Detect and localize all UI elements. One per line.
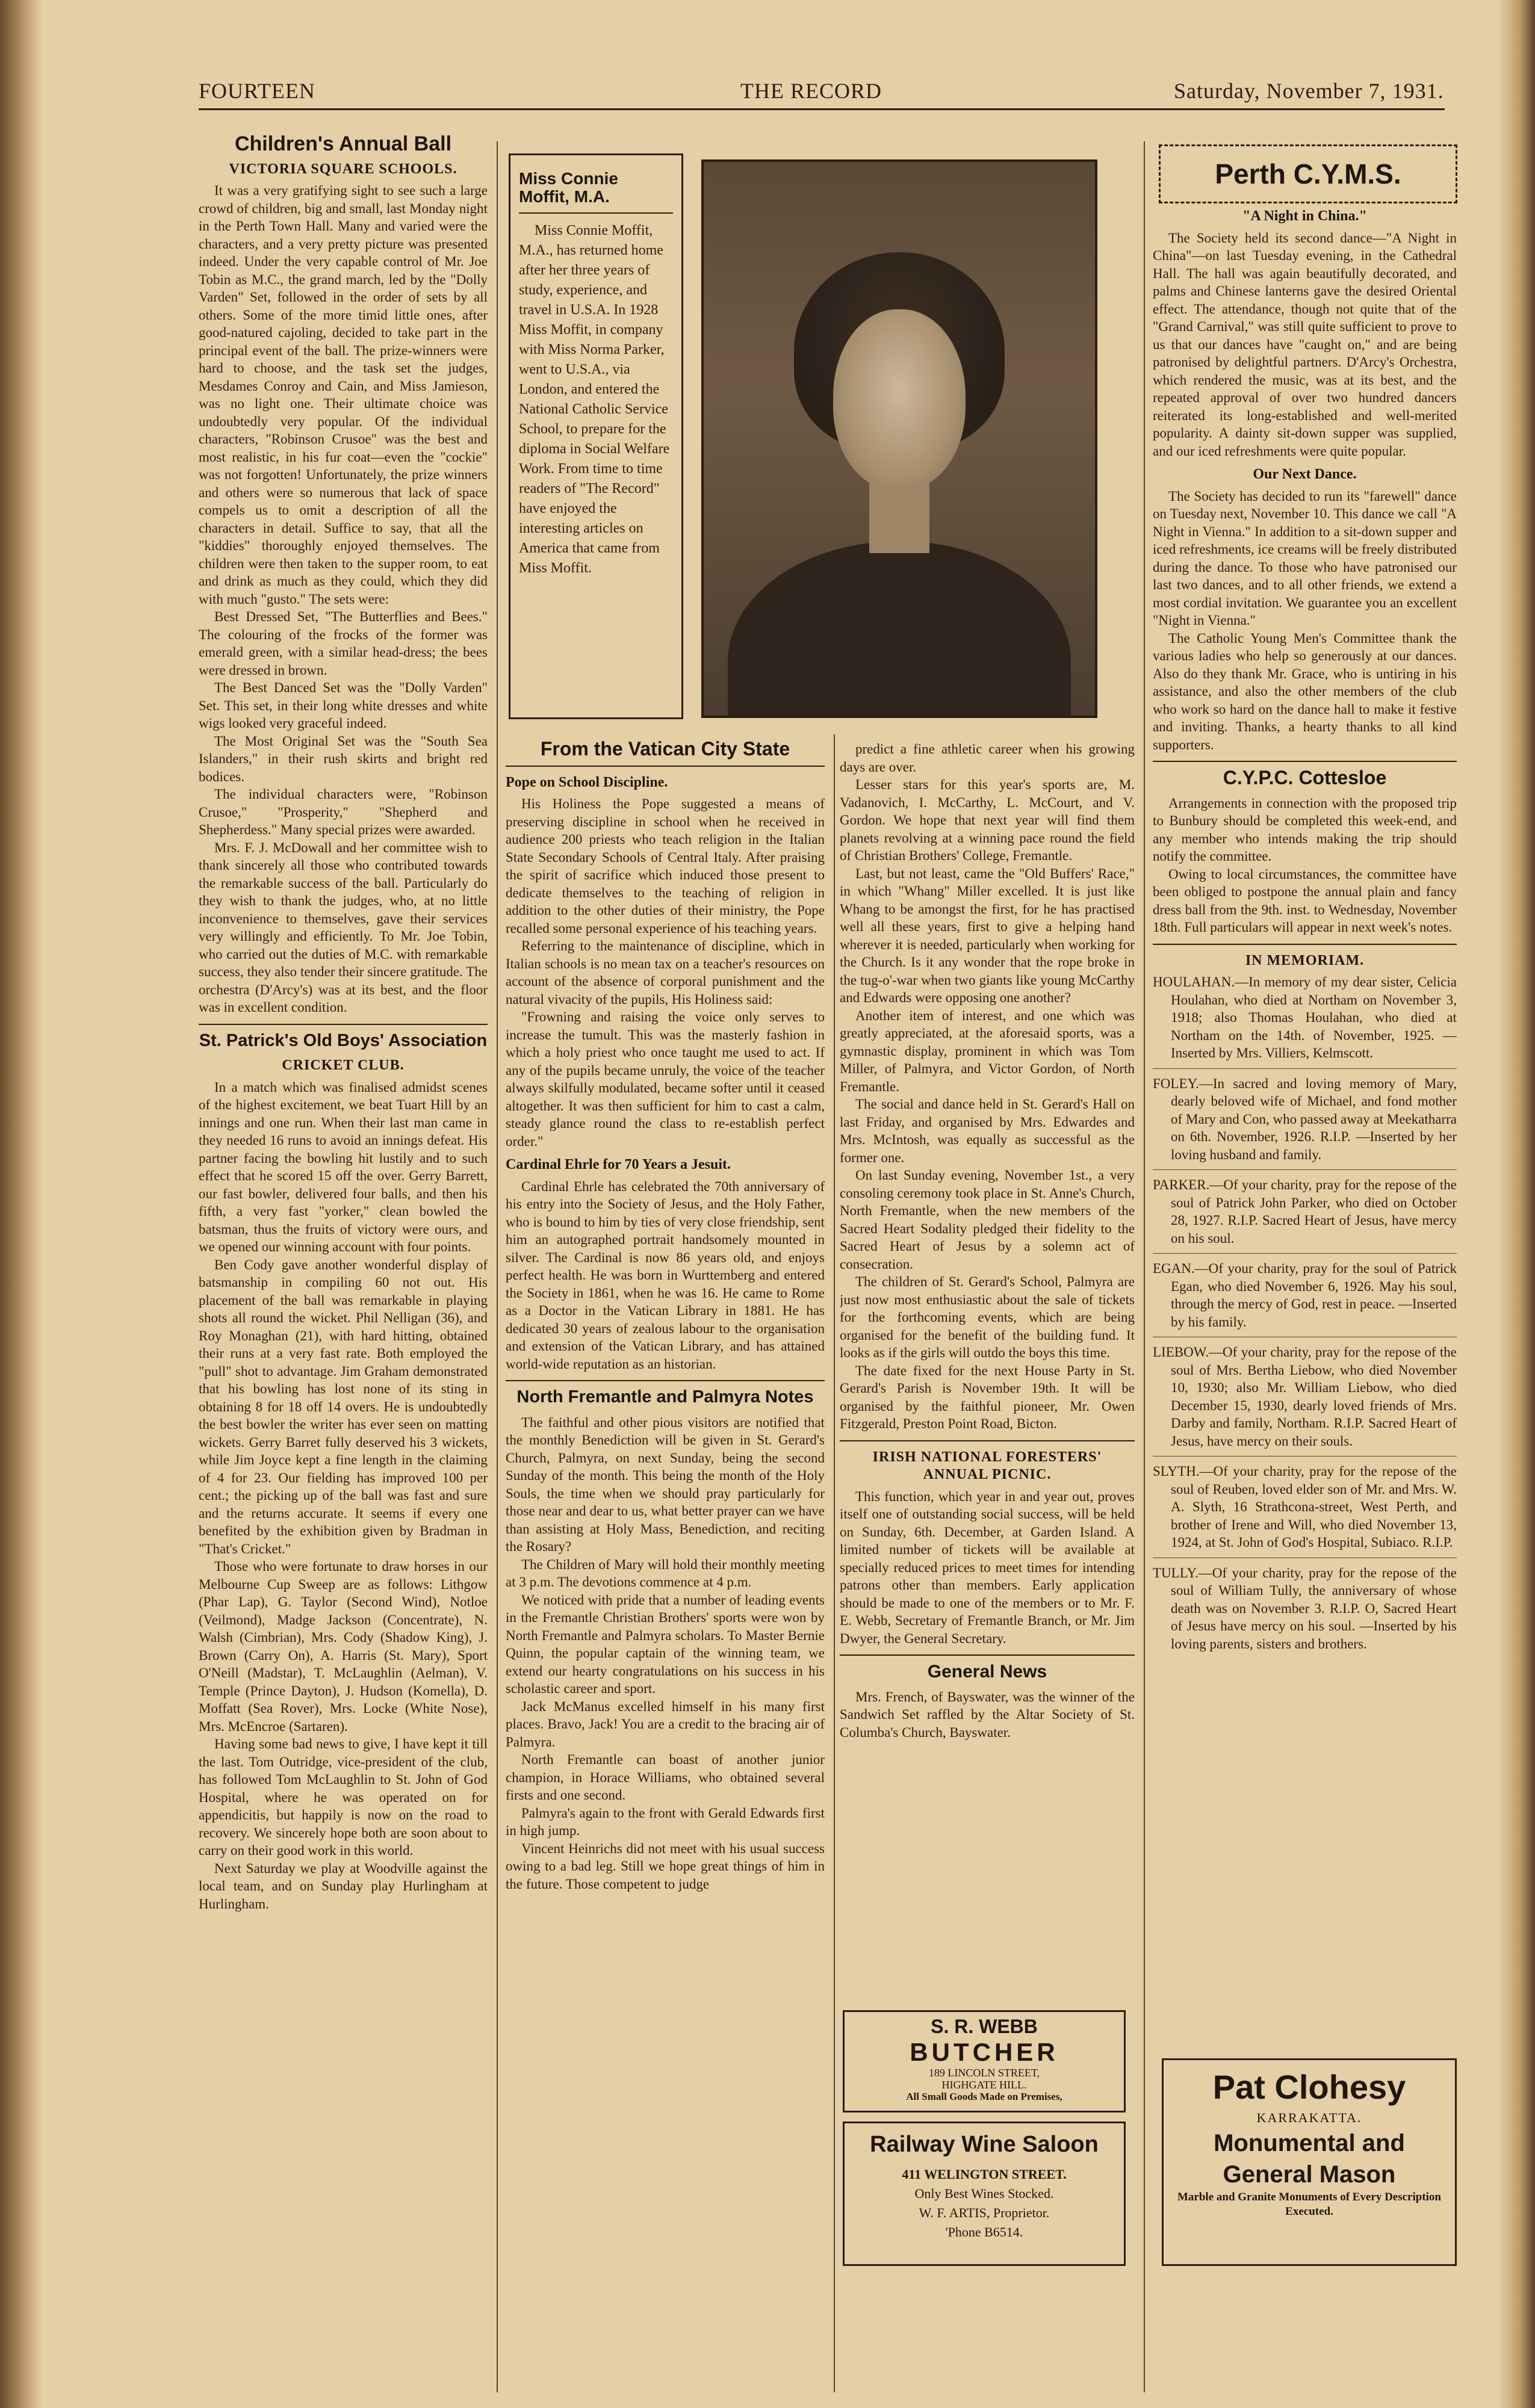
perth-subhead: "A Night in China.": [1242, 208, 1367, 224]
fremantle-paragraph: The Children of Mary will hold their monthly meeting at 3 p.m. The devotions commence at 4 p.m.: [506, 1556, 825, 1589]
sports-paragraph: The social and dance held in St. Gerard's Hall on last Friday, and organised by Mrs. Edwardes and Mrs. McIntosh, was equally as successful as the former one.: [840, 1097, 1135, 1165]
sports-paragraph: The children of St. Gerard's School, Palmyra are just now most enthusiastic about the sale of tickets for the forthcoming events, which are being organised for the benefit of the building fund. It looks as if the girls will outdo the boys this time.: [840, 1274, 1135, 1360]
sports-paragraph: Another item of interest, and one which was greatly appreciated, at the aforesaid sports, was a gymnastic display, prominent in which was Tom Miller, of Palmyra, and Victor Gordon, of North Fremantle.: [840, 1007, 1135, 1094]
old-boys-title: St. Patrick's Old Boys' Association: [199, 1030, 488, 1050]
children-ball-paragraph: The Most Original Set was the "South Sea Islanders," in their rush skirts and bright red bodices.: [199, 733, 488, 784]
fremantle-paragraph: Vincent Heinrichs did not meet with his usual success owing to a bad leg. Still we hope great things of him in the future. Those competent to judge: [506, 1840, 825, 1892]
paper-name: THE RECORD: [740, 79, 882, 103]
memoriam-separator: [1153, 1253, 1457, 1254]
children-ball-paragraph: The Best Danced Set was the "Dolly Varden" Set. This set, in their long white dresses and white wigs looked very graceful indeed.: [199, 680, 488, 731]
clohesy-line: Monumental and: [1214, 2130, 1405, 2156]
children-ball-paragraph: Mrs. F. J. McDowall and her committee wish to thank sincerely all those who contributed towards the remarkable success of the ball. Particularly do they wish to thank the judges, who, at no little inconvenience to themselves, gave their services very willingly and efficiently. To Mr. Joe Tobin, who carried out the duties of M.C. with remarkable success, they also tender their sincere gratitude. The orchestra (D'Arcy's) was at its best, and the floor was in excellent condition.: [199, 840, 488, 1015]
children-ball-paragraph: The individual characters were, "Robinson Crusoe," "Prosperity," "Shepherd and Shepherdess." Many special prizes were awarded.: [199, 787, 488, 837]
railway-line: W. F. ARTIS, Proprietor.: [919, 2205, 1050, 2220]
sports-paragraph: On last Sunday evening, November 1st., a very consoling ceremony took place in St. Anne's Church, North Fremantle, when the new members of the Sacred Heart Sodality pledged their fidelity to the Sacred Heart of Jesus by a solemn act of consecration.: [840, 1168, 1135, 1272]
clohesy-line: Marble and Granite Monuments of Every Description Executed.: [1177, 2191, 1441, 2218]
vatican-paragraph: Referring to the maintenance of discipline, which in Italian schools is no mean tax on a teacher's resources on account of the absence of corporal punishment and the natural vivacity of the pupils, His Holiness said:: [506, 938, 825, 1007]
cypc-paragraph: Owing to local circumstances, the committee have been obliged to postpone the annual plain and fancy dress ball from the 9th. inst. to Wednesday, November 18th. Full particulars will appear in next week's notes.: [1153, 866, 1457, 935]
column-4: [1153, 208, 1457, 2049]
memoriam-title: IN MEMORIAM.: [1245, 952, 1365, 968]
railway-line: 411 WELINGTON STREET.: [902, 2167, 1067, 2182]
children-ball-subtitle: VICTORIA SQUARE SCHOOLS.: [229, 161, 457, 177]
page-number: FOURTEEN: [199, 79, 315, 103]
sports-paragraph: The date fixed for the next House Party in St. Gerard's Parish is November 19th. It will be organised by the faithful pioneer, Mr. Owen Fitzgerald, Preston Point Road, Bicton.: [840, 1363, 1135, 1431]
old-boys-paragraph: Having some bad news to give, I have kept it till the last. Tom Outridge, vice-president of the club, has followed Tom McLaughlin to St. John of God Hospital, where he was operated on for appendicitis, but happily is now on the road to recovery. We sincerely hope both are soon about to carry on their good work in this world.: [199, 1736, 488, 1858]
clohesy-line: General Mason: [1223, 2161, 1396, 2188]
general-news-text: Mrs. French, of Bayswater, was the winner of the Sandwich Set raffled by the Altar Society of St. Columba's Church, Bayswater.: [840, 1689, 1135, 1740]
vatican-paragraph: His Holiness the Pope suggested a means of preserving discipline in school when he received in audience 200 priests who teach religion in the Italian State Secondary Schools of Central Italy. After praising the spirit of sacrifice which induced those present to dedicate themselves to the teaching of religion in addition to the other duties of their ministry, the Pope recalled some personal experience of his teaching years.: [506, 796, 825, 936]
column-rule: [1144, 141, 1145, 2392]
vatican-paragraph: Cardinal Ehrle has celebrated the 70th anniversary of his entry into the Society of Jesus, and the Holy Father, who is bound to him by ties of very close friendship, sent him an autographed portrait handsomely mounted in silver. The Cardinal is now 86 years old, and enjoys perfect health. He was born in Wurttemberg and entered the Society in 1861, when he was 16. He came to Rome as a Doctor in the Vatican Library in 1881. He has dedicated 30 years of zealous labour to the organisation and extension of the Vatican Library, and has attained world-wide reputation as an historian.: [506, 1178, 825, 1372]
vatican-subhead: Cardinal Ehrle for 70 Years a Jesuit.: [506, 1157, 731, 1172]
webb-line: HIGHGATE HILL.: [941, 2079, 1027, 2091]
memoriam-entry: HOULAHAN.—In memory of my dear sister, Celicia Houlahan, who died at Northam on November 3, 1918; also Thomas Houlahan, who died at Northam on the 14th. of November, 1925. —Inserted by Mrs. Villiers, Kelmscott.: [1153, 974, 1457, 1060]
column-3: [840, 740, 1135, 2001]
perth-paragraph: The Society held its second dance—"A Night in China"—on last Tuesday evening, in the Cathedral Hall. The hall was again beautifully decorated, and palms and Chinese lanterns gave the desired Oriental effect. The attendance, though not quite that of the "Grand Carnival," was still quite sufficient to prove to us that our dances have "caught on," and are being patronised by delightful partners. D'Arcy's Orchestra, which rendered the music, was at its best, and the repeated approval of over two hundred dancers reiterated its long-established and well-merited popularity. A dainty sit-down supper was supplied, and our iced refreshments were quite popular.: [1153, 230, 1457, 459]
column-1: [199, 135, 488, 2392]
clohesy-mason-ad: [1162, 2058, 1457, 2266]
page-right-edge: [1499, 0, 1535, 2408]
old-boys-paragraph: Those who were fortunate to draw horses in our Melbourne Cup Sweep are as follows: Lithgow (Phar Lap), G. Taylor (Second Wind), Notloe (Veilmond), Madge Jackson (Concentrate), N. Walsh (Cimbrian), Mrs. Cody (Shadow King), J. Brown (Carry On), A. Harris (St. Mary), Sport O'Neill (Madstar), T. McLaughlin (Aelman), V. Temple (Prince Dayton), J. Hudson (Komella), D. Moffatt (Sea Rover), Mrs. Locke (White Nose), Mrs. McEncroe (Sartaren).: [199, 1559, 488, 1734]
memoriam-entry: SLYTH.—Of your charity, pray for the repose of the soul of Reuben, loved elder son of Mr. and Mrs. W. A. Slyth, 16 Strathcona-street, West Perth, and brother of Irene and Will, who died November 13, 1924, at St. John of God's Hospital, Subiaco. R.I.P.: [1153, 1464, 1457, 1550]
memoriam-separator: [1153, 1068, 1457, 1069]
article-divider: [1153, 761, 1457, 762]
irish-text: This function, which year in and year out, proves itself one of outstanding social success, will be held on Sunday, 6th. December, at Garden Island. A limited number of tickets will be available at specially reduced prices to meet times for intending patrons other than members. Early application should be made to one of the members or to Mr. F. E. Webb, Secretary of Fremantle Branch, or Mr. Jim Dwyer, the General Secretary.: [840, 1488, 1135, 1646]
memoriam-entry: FOLEY.—In sacred and loving memory of Mary, dearly beloved wife of Michael, and fond mother of Mary and Con, who passed away at Meekatharra on 6th. November, 1926. R.I.P. —Inserted by her loving husband and family.: [1153, 1076, 1457, 1162]
children-ball-paragraph: It was a very gratifying sight to see such a large crowd of children, big and small, last Monday night in the Perth Town Hall. Many and varied were the characters, and a very pretty picture was presented indeed. Under the very capable control of Mr. Joe Tobin as M.C., the grand march, led by the "Dolly Varden" Set, followed in the order of sets by all others. Some of the more timid little ones, after good-natured cajoling, decided to take part in the principal event of the ball. The prize-winners were hard to choose, and the task set the judges, Mesdames Conroy and Cain, and Miss Jamieson, was no light one. Their ultimate choice was undoubtedly very popular. Of the individual characters, "Robinson Crusoe" was the best and most realistic, in his fur coat—even the "cockie" was not forgotten! Unfortunately, the prize winners and others were so numerous that lack of space compels us to omit a description of all the characters in detail. Suffice to say, that all the "kiddies" thoroughly enjoyed themselves. The children were then taken to the supper room, to eat and drink as much as they could, which they did with much "gusto." The sets were:: [199, 183, 488, 607]
article-divider: [840, 1654, 1135, 1656]
memoriam-entry: LIEBOW.—Of your charity, pray for the repose of the soul of Mrs. Bertha Liebow, who died November 10, 1930; also Mr. William Liebow, who died December 15, 1930, dearly loved friends of Mrs. Darby and family, Northam. R.I.P. Sacred Heart of Jesus, have mercy on their souls.: [1153, 1345, 1457, 1449]
moffit-text: Miss Connie Moffit, M.A., has returned home after her three years of study, experience, and travel in U.S.A. In 1928 Miss Moffit, in company with Miss Norma Parker, went to U.S.A., via London, and entered the National Catholic Service School, to prepare for the diploma in Social Welfare Work. From time to time readers of "The Record" have enjoyed the interesting articles on America that came from Miss Moffit.: [519, 223, 670, 576]
header-rule: [199, 108, 1445, 110]
webb-line: 189 LINCOLN STREET,: [928, 2067, 1040, 2079]
perth-paragraph: The Catholic Young Men's Committee thank the various ladies who help so generously at our dances. Also do they thank Mr. Grace, who is untiring in his assistance, and also the other members of the club who work so hard on the dance hall to make it festive and inviting. Thanks, a hearty thanks to all kind supporters.: [1153, 630, 1457, 752]
column-rule: [497, 141, 498, 2392]
fremantle-paragraph: Jack McManus excelled himself in his many first places. Bravo, Jack! You are a credit to the bracing air of Palmyra.: [506, 1698, 825, 1750]
article-divider: [506, 766, 825, 767]
memoriam-entry: EGAN.—Of your charity, pray for the soul of Patrick Egan, who died November 6, 1926. May his soul, through the mercy of God, rest in peace. —Inserted by his family.: [1153, 1261, 1457, 1329]
old-boys-paragraph: Ben Cody gave another wonderful display of batsmanship in compiling 60 not out. His placement of the ball was remarkable in playing shots all round the wicket. Phil Nelligan (36), and Roy Monaghan (21), with hard hitting, obtained their runs at a very fast rate. Both employed the "pull" shot to advantage. Jim Graham demonstrated that his bowling has lost none of its sting in obtaining 8 for 18 off 14 overs. He is undoubtedly the best bowler the writer has ever seen on matting wickets. Gerry Barret fully deserved his 3 wickets, while Jim Joyce kept a fine length in the claiming of 4 for 23. Our fielding has improved 100 per cent.; the picking up of the ball was fast and sure and the returns accurate. It seems if every one benefited by the exhibition given by Bradman in "That's Cricket.": [199, 1257, 488, 1556]
railway-name: Railway Wine Saloon: [870, 2132, 1099, 2157]
portrait-photo: [701, 159, 1097, 718]
children-ball-title: Children's Annual Ball: [234, 135, 452, 155]
page-left-edge: [0, 0, 42, 2408]
old-boys-paragraph: Next Saturday we play at Woodville against the local team, and on Sunday play Hurlingham at Hurlingham.: [199, 1860, 488, 1911]
railway-wine-ad: [843, 2122, 1126, 2266]
general-news-title: General News: [927, 1662, 1047, 1682]
webb-line: All Small Goods Made on Premises,: [906, 2091, 1062, 2102]
perth-cyms-title: Perth C.Y.M.S.: [1159, 144, 1457, 203]
photo-face: [833, 309, 966, 490]
article-divider: [840, 1440, 1135, 1441]
webb-butcher-ad: [843, 2010, 1126, 2112]
article-divider: [506, 1380, 825, 1381]
old-boys-subtitle: CRICKET CLUB.: [282, 1057, 405, 1073]
fremantle-paragraph: North Fremantle can boast of another junior champion, in Horace Williams, who obtained several firsts and one second.: [506, 1752, 825, 1803]
issue-date: Saturday, November 7, 1931.: [1174, 79, 1444, 103]
perth-paragraph: The Society has decided to run its "farewell" dance on Tuesday next, November 10. This dance we call "A Night in Vienna." In addition to a sit-down supper and iced refreshments, ice creams will be freely distributed during the dance. To those who have patronised our last two dances, and to all other friends, we extend a most cordial invitation. We guarantee you an excellent "Night in Vienna.": [1153, 488, 1457, 628]
clohesy-place: KARRAKATTA.: [1256, 2110, 1362, 2125]
webb-name: S. R. WEBB: [931, 2016, 1038, 2037]
railway-line: 'Phone B6514.: [945, 2224, 1023, 2239]
irish-title: IRISH NATIONAL FORESTERS' ANNUAL PICNIC.: [872, 1449, 1102, 1482]
railway-line: Only Best Wines Stocked.: [914, 2186, 1054, 2201]
column-rule: [834, 734, 835, 2392]
article-divider: [1153, 944, 1457, 945]
vatican-paragraph: "Frowning and raising the voice only serves to increase the tumult. This was the masterly fashion in which a holy priest who once taught me used to act. If any of the pupils became unruly, the voice of the teacher always skilfully modulated, became softer until it ceased altogether. It was then sufficient for him to cast a calm, steady glance round the class to re-establish perfect order.": [506, 1009, 825, 1149]
vatican-subhead: Pope on School Discipline.: [506, 774, 668, 790]
article-divider: [199, 1024, 488, 1025]
column-2: [506, 740, 825, 2392]
old-boys-paragraph: In a match which was finalised admidst scenes of the highest excitement, we beat Tuart Hill by an innings and one run. When their last man came in they needed 16 runs to avoid an innings defeat. His partner facing the bowling hit lustily and to such effect that he scored 15 off the over. Gerry Barrett, our fast bowler, delivered four balls, and then his fifth, a very fast "yorker," clean bowled the batsman, thus the fruits of victory were ours, and we opened our winning account with four points.: [199, 1079, 488, 1254]
vatican-title: From the Vatican City State: [540, 740, 790, 760]
webb-trade: BUTCHER: [910, 2038, 1059, 2066]
fremantle-paragraph: We noticed with pride that a number of leading events in the Fremantle Christian Brothers' sports were won by North Fremantle and Palmyra scholars. To Master Bernie Quinn, the popular captain of the winning team, we extend our hearty congratulations on his success in his scholastic career and sport.: [506, 1592, 825, 1696]
memoriam-entry: PARKER.—Of your charity, pray for the repose of the soul of Patrick John Parker, who died on October 28, 1927. R.I.P. Sacred Heart of Jesus, have mercy on his soul.: [1153, 1177, 1457, 1246]
moffit-rule: [519, 212, 673, 214]
memoriam-entry: TULLY.—Of your charity, pray for the repose of the soul of William Tully, the anniversary of whose death was on November 3. R.I.P. O, Sacred Heart of Jesus have mercy on his soul. —Inserted by his loving parents, sisters and brothers.: [1153, 1565, 1457, 1651]
fremantle-paragraph: The faithful and other pious visitors are notified that the monthly Benediction will be given in St. Gerard's Church, Palmyra, on next Sunday, being the second Sunday of the month. This being the month of the Holy Souls, the time when we should pray particularly for those near and dear to us, what better prayer can we have than assisting at Holy Mass, Benediction, and reciting the Rosary?: [506, 1414, 825, 1554]
cypc-title: C.Y.P.C. Cottesloe: [1223, 767, 1387, 788]
memoriam-separator: [1153, 1169, 1457, 1170]
fremantle-paragraph: Palmyra's again to the front with Gerald Edwards first in high jump.: [506, 1805, 825, 1838]
perth-subhead: Our Next Dance.: [1253, 466, 1357, 482]
cypc-paragraph: Arrangements in connection with the proposed trip to Bunbury should be completed this week-end, and any member who intends making the trip should notify the committee.: [1153, 795, 1457, 864]
sports-paragraph: Lesser stars for this year's sports are, M. Vadanovich, I. McCarthy, L. McCourt, and V. Gordon. We hope that next year will find them planets revolving at a winning pace round the field of Christian Brothers' College, Fremantle.: [840, 777, 1135, 863]
moffit-title: Miss Connie Moffit, M.A.: [519, 169, 618, 206]
clohesy-name: Pat Clohesy: [1212, 2068, 1406, 2106]
fremantle-title: North Fremantle and Palmyra Notes: [516, 1387, 814, 1407]
children-ball-paragraph: Best Dressed Set, "The Butterflies and Bees." The colouring of the frocks of the former was emerald green, with a similar head-dress; the bees were dressed in brown.: [199, 609, 488, 678]
sports-paragraph: Last, but not least, came the "Old Buffers' Race," in which "Whang" Miller excelled. It is just like Whang to be amongst the first, for he has practised well all these years, first to give a helping hand wherever it is needed, particularly when working for the Church. Is it any wonder that the rope broke in the tug-o'-war when two giants like young McCarthy and Edwards were opposing one another?: [840, 865, 1135, 1005]
memoriam-list: [1153, 973, 1457, 1653]
moffit-box: [509, 153, 683, 719]
sports-paragraph: predict a fine athletic career when his growing days are over.: [840, 741, 1135, 775]
